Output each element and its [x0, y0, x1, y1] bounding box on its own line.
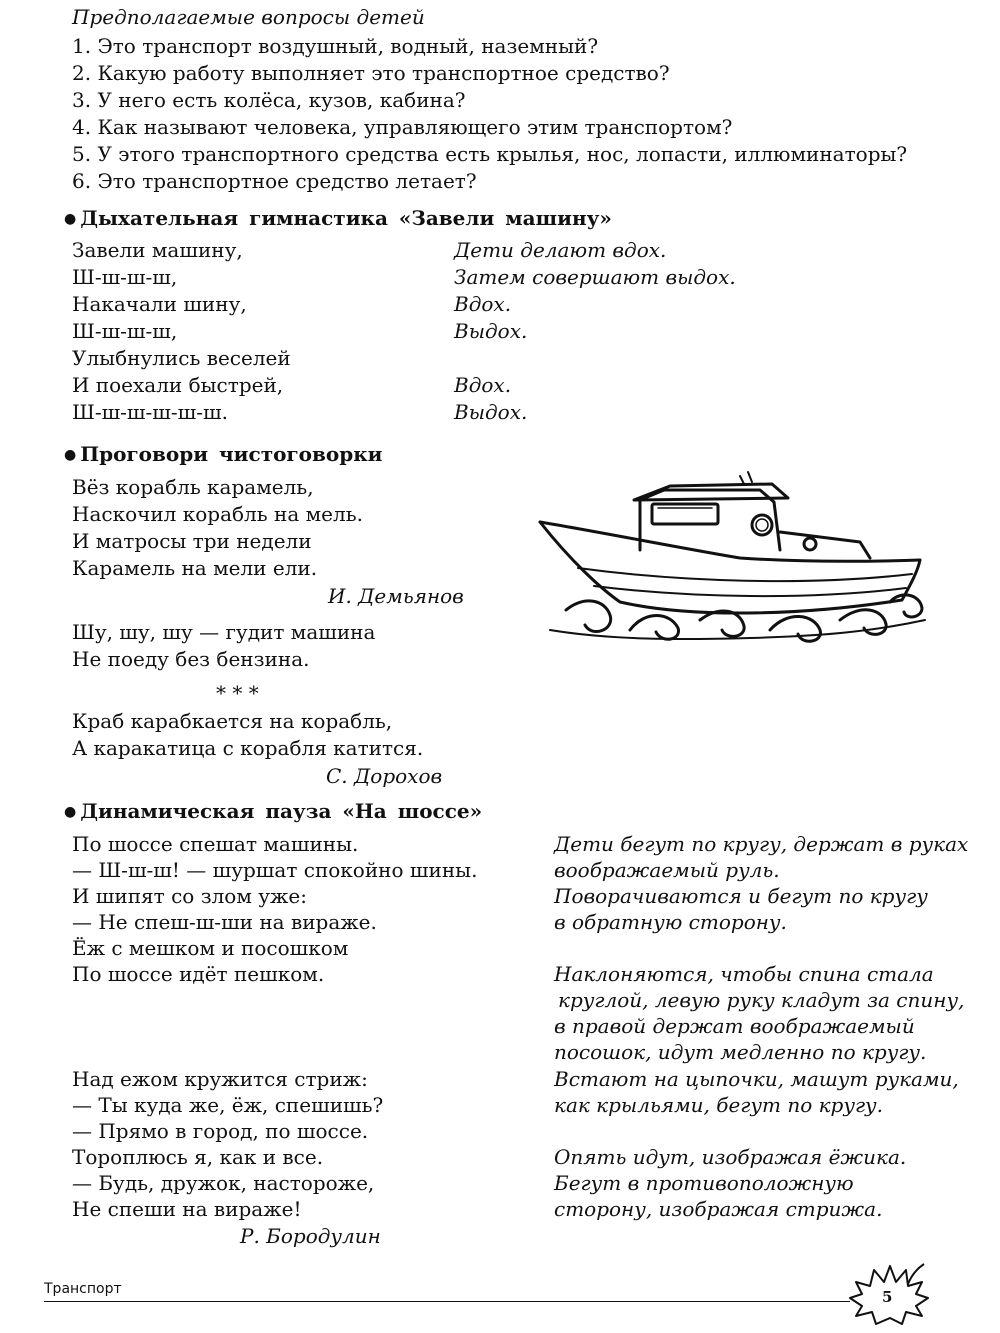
poem-line: Наскочил корабль на мель.	[72, 502, 363, 526]
instruction-note: Вдох.	[454, 292, 512, 316]
poem-line: — Ты куда же, ёж, спешишь?	[72, 1093, 384, 1117]
instruction-note: Вдох.	[454, 373, 512, 397]
tongue-twisters-heading: ● Проговори чистоговорки	[64, 442, 383, 466]
poem-line: Ш-ш-ш-ш-ш-ш.	[72, 400, 228, 424]
instruction-note: посошок, идут медленно по кругу.	[554, 1040, 927, 1064]
poem-line: Завели машину,	[72, 238, 243, 262]
dynamic-pause-heading: ● Динамическая пауза «На шоссе»	[64, 799, 483, 823]
poem-line: По шоссе идёт пешком.	[72, 962, 325, 986]
poem-line: Вёз корабль карамель,	[72, 475, 314, 499]
poem-line: И шипят со злом уже:	[72, 884, 307, 908]
instruction-note: сторону, изображая стрижа.	[554, 1197, 883, 1221]
instruction-note: Бегут в противоположную	[554, 1171, 854, 1195]
question-item: 6. Это транспортное средство летает?	[72, 169, 477, 193]
poem-line: Не поеду без бензина.	[72, 647, 310, 671]
instruction-note: Дети бегут по кругу, держат в руках	[554, 832, 969, 856]
instruction-note: Затем совершают выдох.	[454, 265, 736, 289]
poem-line: — Ш-ш-ш! — шуршат спокойно шины.	[72, 858, 478, 882]
poem-line: Накачали шину,	[72, 292, 247, 316]
instruction-note: как крыльями, бегут по кругу.	[554, 1093, 884, 1117]
author-credit: С. Дорохов	[326, 764, 443, 788]
poem-line: — Прямо в город, по шоссе.	[72, 1119, 369, 1143]
poem-line: Карамель на мели ели.	[72, 556, 318, 580]
instruction-note: Наклоняются, чтобы спина стала	[554, 962, 934, 986]
poem-line: По шоссе спешат машины.	[72, 832, 359, 856]
poem-line: Ш-ш-ш-ш,	[72, 319, 178, 343]
question-item: 2. Какую работу выполняет это транспортное средство?	[72, 61, 670, 85]
section-separator: * * *	[216, 681, 259, 705]
poem-line: — Не спеш-ш-ши на вираже.	[72, 910, 377, 934]
author-credit: И. Демьянов	[328, 584, 464, 608]
poem-line: И матросы три недели	[72, 529, 312, 553]
footer-section-label: Транспорт	[44, 1281, 122, 1297]
poem-line: А каракатица с корабля катится.	[72, 736, 424, 760]
poem-line: Над ежом кружится стриж:	[72, 1067, 368, 1091]
instruction-note: Поворачиваются и бегут по кругу	[554, 884, 928, 908]
boat-illustration	[530, 470, 930, 670]
question-item: 4. Как называют человека, управляющего этим транспортом?	[72, 115, 733, 139]
question-item: 1. Это транспорт воздушный, водный, наземный?	[72, 34, 599, 58]
author-credit: Р. Бородулин	[240, 1224, 381, 1248]
poem-line: Улыбнулись веселей	[72, 346, 291, 370]
poem-line: Шу, шу, шу — гудит машина	[72, 620, 376, 644]
question-item: 5. У этого транспортного средства есть крылья, нос, лопасти, иллюминаторы?	[72, 142, 908, 166]
breathing-heading: ● Дыхательная гимнастика «Завели машину»	[64, 206, 612, 230]
footer-rule	[44, 1301, 850, 1302]
instruction-note: Опять идут, изображая ёжика.	[554, 1145, 907, 1169]
instruction-note: Выдох.	[454, 400, 528, 424]
instruction-note: в обратную сторону.	[554, 910, 787, 934]
instruction-note: воображаемый руль.	[554, 858, 780, 882]
page-number: 5	[882, 1288, 893, 1306]
instruction-note: Дети делают вдох.	[454, 238, 667, 262]
instruction-note: круглой, левую руку кладут за спину,	[558, 988, 965, 1012]
questions-title: Предполагаемые вопросы детей	[72, 5, 425, 29]
poem-line: Краб карабкается на корабль,	[72, 709, 393, 733]
question-item: 3. У него есть колёса, кузов, кабина?	[72, 88, 466, 112]
instruction-note: в правой держат воображаемый	[554, 1014, 915, 1038]
poem-line: Ёж с мешком и посошком	[72, 936, 349, 960]
instruction-note: Встают на цыпочки, машут руками,	[554, 1067, 959, 1091]
poem-line: И поехали быстрей,	[72, 373, 284, 397]
instruction-note: Выдох.	[454, 319, 528, 343]
poem-line: Не спеши на вираже!	[72, 1197, 302, 1221]
poem-line: Тороплюсь я, как и все.	[72, 1145, 324, 1169]
poem-line: Ш-ш-ш-ш,	[72, 265, 178, 289]
poem-line: — Будь, дружок, настороже,	[72, 1171, 375, 1195]
